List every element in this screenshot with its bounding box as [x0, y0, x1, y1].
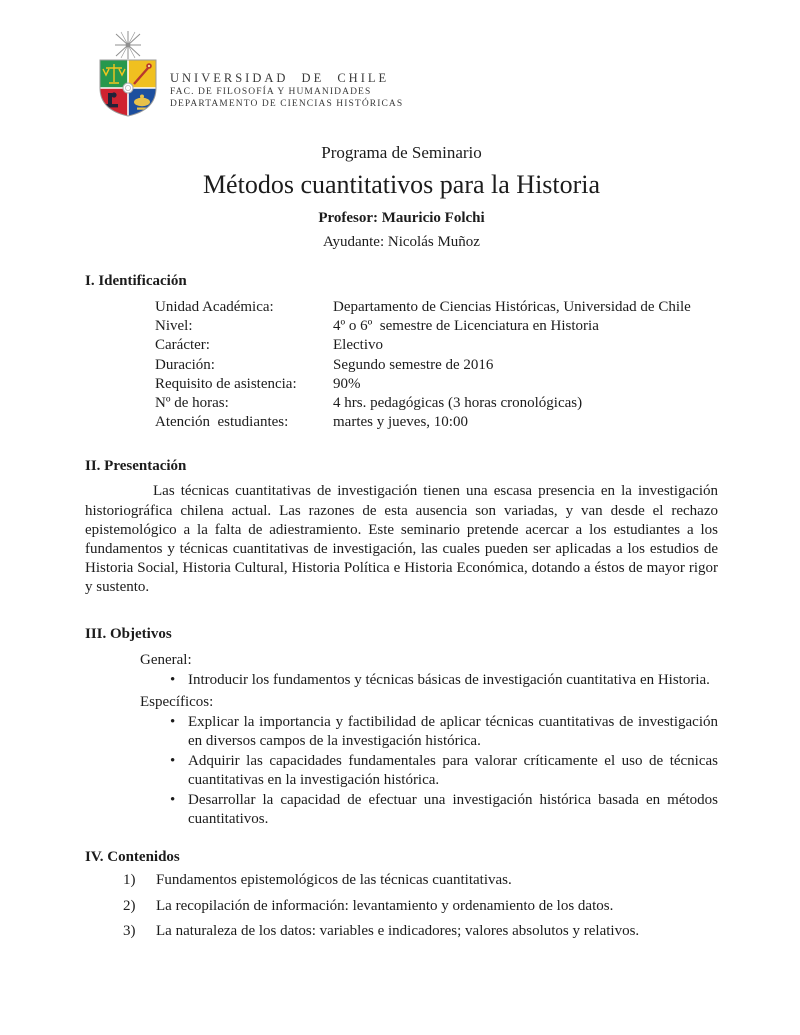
row-value: 4º o 6º semestre de Licenciatura en Historia	[333, 318, 599, 335]
row-value: Segundo semestre de 2016	[333, 356, 494, 373]
row-label: Nº de horas:	[155, 395, 229, 412]
university-logo	[95, 30, 165, 125]
bullet-icon: •	[170, 671, 176, 688]
university-name: UNIVERSIDAD DE CHILE	[170, 71, 390, 85]
table-row	[155, 356, 718, 375]
professor-line: Profesor: Mauricio Folchi	[318, 210, 485, 226]
list-item	[170, 713, 718, 751]
starburst-icon	[115, 31, 141, 59]
objective-text: Adquirir las capacidades fundamentales para valorar críticamente el uso de técnicas cuantitativas en la investigación histórica.	[188, 752, 718, 788]
content-text: La recopilación de información: levantamiento y ordenamiento de los datos.	[156, 897, 614, 914]
item-number: 3)	[123, 922, 136, 939]
row-value: Departamento de Ciencias Históricas, Universidad de Chile	[333, 299, 691, 315]
table-row	[155, 336, 718, 355]
department-name: DEPARTAMENTO DE CIENCIAS HISTÓRICAS	[170, 99, 404, 109]
row-label: Atención estudiantes:	[155, 414, 289, 431]
objective-text: Explicar la importancia y factibilidad de aplicar técnicas cuantitativas de investigación en diversos campos de la investigación histórica.	[188, 714, 718, 750]
list-item	[170, 791, 718, 829]
objective-text: Introducir los fundamentos y técnicas básicas de investigación cuantitativa en Historia.	[188, 671, 710, 688]
bullet-icon: •	[170, 792, 176, 809]
row-value: 4 hrs. pedagógicas (3 horas cronológicas)	[333, 395, 583, 412]
objective-text: Desarrollar la capacidad de efectuar una investigación histórica basada en métodos cuantitativos.	[188, 792, 718, 828]
table-row	[155, 375, 718, 394]
table-row	[155, 394, 718, 413]
section-heading-presentation: II. Presentación	[85, 458, 187, 475]
objectives-specific-label: Específicos:	[140, 694, 214, 711]
list-item	[120, 922, 718, 941]
row-value: martes y jueves, 10:00	[333, 414, 468, 431]
table-row	[155, 298, 718, 317]
list-item	[170, 752, 718, 790]
bullet-icon: •	[170, 752, 176, 769]
row-value: Electivo	[333, 337, 383, 354]
item-number: 1)	[123, 872, 136, 889]
row-value: 90%	[333, 375, 361, 392]
table-row	[155, 413, 718, 432]
objectives-general-label: General:	[140, 651, 192, 668]
row-label: Duración:	[155, 356, 215, 373]
logo-coat-of-arms	[95, 30, 165, 125]
row-label: Nivel:	[155, 318, 193, 335]
bullet-icon: •	[170, 714, 176, 731]
row-label: Carácter:	[155, 337, 210, 354]
row-label: Unidad Académica:	[155, 299, 274, 315]
list-item	[120, 897, 718, 916]
section-heading-objectives: III. Objetivos	[85, 625, 172, 642]
letterhead	[170, 71, 403, 110]
document-type: Programa de Seminario	[321, 143, 482, 162]
faculty-name: FAC. DE FILOSOFÍA Y HUMANIDADES	[170, 87, 372, 97]
assistant-line: Ayudante: Nicolás Muñoz	[323, 234, 480, 250]
content-text: La naturaleza de los datos: variables e indicadores; valores absolutos y relativos.	[156, 922, 640, 939]
list-item	[170, 671, 718, 690]
content-text: Fundamentos epistemológicos de las técnicas cuantitativas.	[156, 872, 512, 889]
row-label: Requisito de asistencia:	[155, 375, 297, 392]
section-heading-identification: I. Identificación	[85, 273, 187, 289]
list-item	[120, 871, 718, 890]
table-row	[155, 317, 718, 336]
shield-center-medallion	[123, 83, 133, 93]
section-heading-contents: IV. Contenidos	[85, 849, 180, 866]
identification-table	[155, 298, 718, 432]
presentation-paragraph: Las técnicas cuantitativas de investigación tienen una escasa presencia en la investigación historiográfica chilena actual. Las razones de esta ausencia son variadas, y van desde el rechazo epistemológico a la falta de adiestramiento. Este seminario pretende acercar a los estudiantes a los fundamentos y técnicas cuantitativas de investigación, las cuales pueden ser aplicadas a los estudios de Historia Social, Historia Cultural, Historia Política e Historia Económica, dotando a éstos de mayor rigor y sustento.	[85, 483, 718, 596]
seminar-title: Métodos cuantitativos para la Historia	[202, 170, 601, 199]
shield-icon	[100, 60, 156, 116]
item-number: 2)	[123, 897, 136, 914]
